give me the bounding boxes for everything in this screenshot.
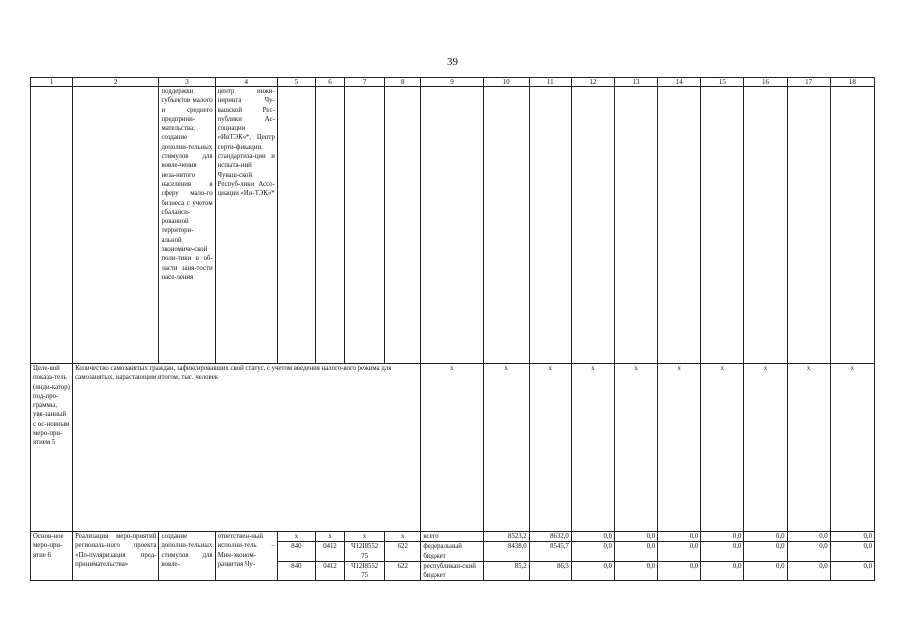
col-header: 17 bbox=[787, 78, 830, 87]
col-header: 13 bbox=[614, 78, 657, 87]
table-cell: Ч12I8552 75 bbox=[345, 542, 385, 562]
value-cell: 0,0 bbox=[658, 532, 701, 542]
table-cell bbox=[787, 87, 830, 364]
value-cell: 0,0 bbox=[744, 542, 787, 562]
value-cell: 0,0 bbox=[701, 532, 744, 542]
table-cell bbox=[483, 87, 529, 364]
table-row bbox=[31, 87, 875, 364]
measure-label-cell: Основ-ное меро-при-ятие 6 bbox=[31, 532, 73, 581]
table-cell: x bbox=[315, 532, 344, 542]
col-header: 16 bbox=[744, 78, 787, 87]
col-header: 18 bbox=[830, 78, 874, 87]
value-cell: 0,0 bbox=[571, 532, 614, 542]
source-cell: федеральный бюджет bbox=[421, 542, 483, 562]
goal-cell: создание дополни-тельных стимулов для вовле- bbox=[159, 532, 215, 581]
table-cell: x bbox=[277, 532, 315, 542]
source-cell: республикан-ский бюджет bbox=[421, 561, 483, 581]
value-cell: 85,2 bbox=[483, 561, 529, 581]
source-cell: всего bbox=[421, 532, 483, 542]
table-cell bbox=[31, 87, 73, 364]
value-cell: 0,0 bbox=[787, 532, 830, 542]
value-cell: 0,0 bbox=[571, 561, 614, 581]
value-cell: 0,0 bbox=[744, 561, 787, 581]
x-cell: x bbox=[614, 364, 657, 532]
value-cell: 0,0 bbox=[744, 532, 787, 542]
col-header: 14 bbox=[658, 78, 701, 87]
measure-description-cell: Реализация меро-приятий региональ-ного проекта «По-пуляризация пред-принимательства» bbox=[73, 532, 159, 581]
col-header: 12 bbox=[571, 78, 614, 87]
value-cell: 8545,7 bbox=[529, 542, 571, 562]
table-cell: x bbox=[385, 532, 421, 542]
table-cell: Ч12I8552 75 bbox=[345, 561, 385, 581]
table-cell: 622 bbox=[385, 561, 421, 581]
table-cell bbox=[345, 87, 385, 364]
table-row bbox=[31, 532, 875, 542]
value-cell: 8523,2 bbox=[483, 532, 529, 542]
value-cell: 0,0 bbox=[830, 532, 874, 542]
col-header: 10 bbox=[483, 78, 529, 87]
col-header: 3 bbox=[159, 78, 215, 87]
value-cell: 0,0 bbox=[658, 542, 701, 562]
value-cell: 0,0 bbox=[787, 542, 830, 562]
table-cell bbox=[385, 87, 421, 364]
x-cell: x bbox=[421, 364, 483, 532]
table-cell bbox=[529, 87, 571, 364]
value-cell: 0,0 bbox=[614, 542, 657, 562]
table-cell bbox=[421, 87, 483, 364]
x-cell: x bbox=[483, 364, 529, 532]
col-header: 9 bbox=[421, 78, 483, 87]
table-cell: 0412 bbox=[315, 561, 344, 581]
table-cell bbox=[830, 87, 874, 364]
indicator-description-cell: Количество самозанятых граждан, зафиксировавших свой статус, с учетом введения налого-вого режима для самозанятых, нарастающим итогом, тыс. человек bbox=[73, 364, 421, 532]
col-header: 11 bbox=[529, 78, 571, 87]
page-number: 39 bbox=[447, 56, 458, 68]
program-table bbox=[30, 77, 875, 581]
x-cell: x bbox=[830, 364, 874, 532]
value-cell: 0,0 bbox=[614, 561, 657, 581]
table-cell: x bbox=[345, 532, 385, 542]
executor-cell: ответствен-ный исполни-тель – Мин-эконом-развития Чу- bbox=[215, 532, 277, 581]
column-number-row bbox=[31, 78, 875, 87]
x-cell: x bbox=[787, 364, 830, 532]
x-cell: x bbox=[529, 364, 571, 532]
executor-cell: центр инжи-ниринга Чу-вашской Рес-публики Ас-социации «ИнТЭК»*, Центр серти-фикации, стандартиза-ции и испыта-ний Чуваш-ской Респуб-лики Ассо-циации «Ин-ТЭК»* bbox=[215, 87, 277, 364]
col-header: 4 bbox=[215, 78, 277, 87]
x-cell: x bbox=[571, 364, 614, 532]
value-cell: 0,0 bbox=[701, 542, 744, 562]
value-cell: 0,0 bbox=[658, 561, 701, 581]
col-header: 1 bbox=[31, 78, 73, 87]
col-header: 7 bbox=[345, 78, 385, 87]
value-cell: 0,0 bbox=[830, 561, 874, 581]
table-cell bbox=[658, 87, 701, 364]
value-cell: 86,3 bbox=[529, 561, 571, 581]
x-cell: x bbox=[658, 364, 701, 532]
col-header: 8 bbox=[385, 78, 421, 87]
table-cell bbox=[614, 87, 657, 364]
table-cell: 0412 bbox=[315, 542, 344, 562]
table-cell: 622 bbox=[385, 542, 421, 562]
col-header: 2 bbox=[73, 78, 159, 87]
table-cell bbox=[744, 87, 787, 364]
table-cell bbox=[701, 87, 744, 364]
value-cell: 0,0 bbox=[701, 561, 744, 581]
value-cell: 0,0 bbox=[830, 542, 874, 562]
value-cell: 8632,0 bbox=[529, 532, 571, 542]
table-cell bbox=[73, 87, 159, 364]
value-cell: 8438,0 bbox=[483, 542, 529, 562]
table-cell: 840 bbox=[277, 542, 315, 562]
table-cell bbox=[315, 87, 344, 364]
value-cell: 0,0 bbox=[614, 532, 657, 542]
table-cell: 840 bbox=[277, 561, 315, 581]
goal-cell: поддержки субъектов малого и среднего предприни-мательства; создание дополни-тельных стимулов для вовле-чения неза-нятого населения в сферу мало-го бизнеса с учетом сбаланси-рованной территори-альной экономиче-ской поли-тики в об-ласти заня-тости насе-ления bbox=[159, 87, 215, 364]
table-cell bbox=[277, 87, 315, 364]
col-header: 15 bbox=[701, 78, 744, 87]
table-row bbox=[31, 364, 875, 532]
col-header: 5 bbox=[277, 78, 315, 87]
col-header: 6 bbox=[315, 78, 344, 87]
value-cell: 0,0 bbox=[571, 542, 614, 562]
indicator-label-cell: Целе-вой показа-тель (инди-катор) под-про-граммы, увя-занный с ос-новным меро-при-ятием 5 bbox=[31, 364, 73, 532]
value-cell: 0,0 bbox=[787, 561, 830, 581]
x-cell: x bbox=[744, 364, 787, 532]
x-cell: x bbox=[701, 364, 744, 532]
table-cell bbox=[571, 87, 614, 364]
